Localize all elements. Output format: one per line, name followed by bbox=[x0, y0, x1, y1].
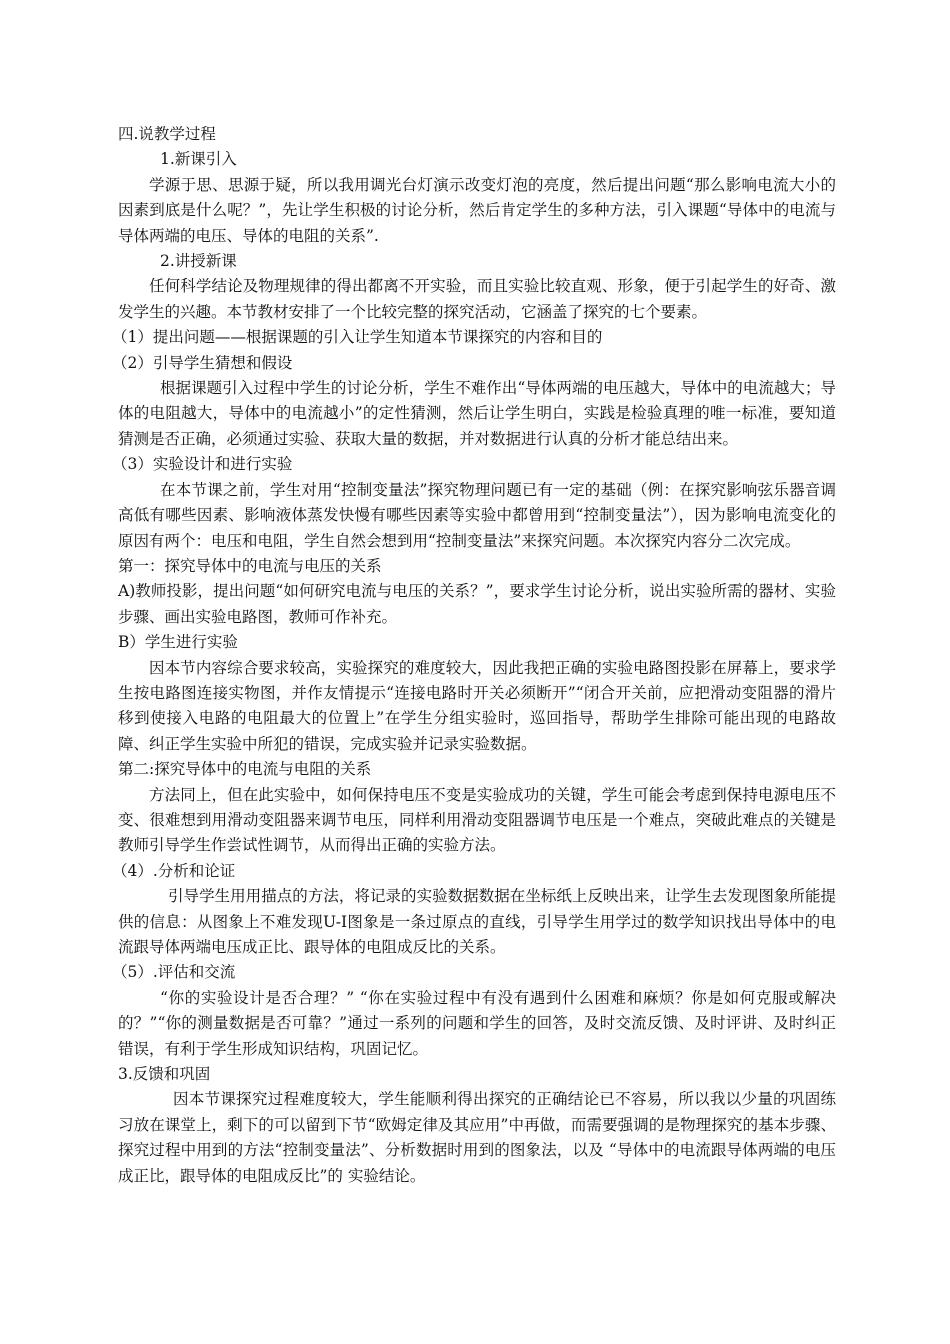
paragraph: 任何科学结论及物理规律的得出都离不开实验，而且实验比较直观、形象，便于引起学生的好奇、激发学生的兴趣。本节教材安排了一个比较完整的探究活动，它涵盖了探究的七个要素。 bbox=[118, 277, 836, 321]
document-page bbox=[112, 122, 836, 1189]
step-heading: （3）实验设计和进行实验 bbox=[112, 455, 293, 474]
step-heading: （5）.评估和交流 bbox=[112, 963, 236, 982]
step-heading: （4）.分析和论证 bbox=[112, 861, 236, 880]
paragraph: “你的实验设计是否合理？” “你在实验过程中有没有遇到什么困难和麻烦？你是如何克服或解决的？”“你的测量数据是否可靠？”通过一系列的问题和学生的回答，及时交流反馈、及时评讲、及时纠正错误，有利于学生形成知识结构，巩固记忆。 bbox=[118, 988, 836, 1058]
subsection-heading: 3.反馈和巩固 bbox=[118, 1065, 211, 1084]
section-heading: 四.说教学过程 bbox=[118, 125, 216, 143]
step-heading: （1）提出问题——根据课题的引入让学生知道本节课探究的内容和目的 bbox=[112, 328, 603, 347]
subsection-heading: 2.讲授新课 bbox=[160, 252, 237, 271]
subsection-heading: 1.新课引入 bbox=[160, 150, 237, 169]
paragraph: 在本节课之前，学生对用“控制变量法”探究物理问题已有一定的基础（例：在探究影响弦乐器音调高低有哪些因素、影响液体蒸发快慢有哪些因素等实验中都曾用到“控制变量法”），因为影响电流变化的原因有两个：电压和电阻，学生自然会想到用“控制变量法”来探究问题。本次探究内容分二次完成。 bbox=[118, 480, 836, 550]
part-heading: 第一：探究导体中的电流与电压的关系 bbox=[118, 556, 382, 575]
part-heading: B）学生进行实验 bbox=[118, 633, 238, 652]
paragraph: 因本节课探究过程难度较大，学生能顺利得出探究的正确结论已不容易，所以我以少量的巩固练习放在课堂上，剩下的可以留到下节“欧姆定律及其应用”中再做，而需要强调的是物理探究的基本步骤、探究过程中用到的方法“控制变量法”、分析数据时用到的图象法，以及 “导体中的电流跟导体两端的电压成正比，跟导体的电阻成反比”的 实验结论。 bbox=[118, 1090, 836, 1185]
paragraph: 因本节内容综合要求较高，实验探究的难度较大，因此我把正确的实验电路图投影在屏幕上，要求学生按电路图连接实物图，并作友情提示“连接电路时开关必须断开”“闭合开关前，应把滑动变阻器的滑片移到使接入电路的电阻最大的位置上”在学生分组实验时，巡回指导，帮助学生排除可能出现的电路故障、纠正学生实验中所犯的错误，完成实验并记录实验数据。 bbox=[118, 658, 836, 753]
paragraph: A)教师投影，提出问题“如何研究电流与电压的关系？”，要求学生讨论分析，说出实验所需的器材、实验步骤、画出实验电路图，教师可作补充。 bbox=[118, 582, 836, 626]
paragraph: 学源于思、思源于疑，所以我用调光台灯演示改变灯泡的亮度，然后提出问题“那么影响电流大小的因素到底是什么呢？”，先让学生积极的讨论分析，然后肯定学生的多种方法，引入课题“导体中的电流与导体两端的电压、导体的电阻的关系”. bbox=[118, 175, 836, 245]
part-heading: 第二:探究导体中的电流与电阻的关系 bbox=[118, 760, 372, 779]
step-heading: （2）引导学生猜想和假设 bbox=[112, 353, 293, 372]
paragraph: 方法同上，但在此实验中，如何保持电压不变是实验成功的关键，学生可能会考虑到保持电源电压不变、很难想到用滑动变阻器来调节电压，同样利用滑动变阻器调节电压是一个难点，突破此难点的关键是教师引导学生作尝试性调节，从而得出正确的实验方法。 bbox=[118, 785, 836, 855]
paragraph: 引导学生用用描点的方法，将记录的实验数据数据在坐标纸上反映出来，让学生去发现图象所能提供的信息：从图象上不难发现U-I图象是一条过原点的直线，引导学生用学过的数学知识找出导体中的电流跟导体两端电压成正比、跟导体的电阻成反比的关系。 bbox=[118, 887, 836, 956]
paragraph: 根据课题引入过程中学生的讨论分析，学生不难作出“导体两端的电压越大，导体中的电流越大；导体的电阻越大，导体中的电流越小”的定性猜测，然后让学生明白，实践是检验真理的唯一标准，要知道猜测是否正确，必须通过实验、获取大量的数据，并对数据进行认真的分析才能总结出来。 bbox=[118, 379, 836, 448]
